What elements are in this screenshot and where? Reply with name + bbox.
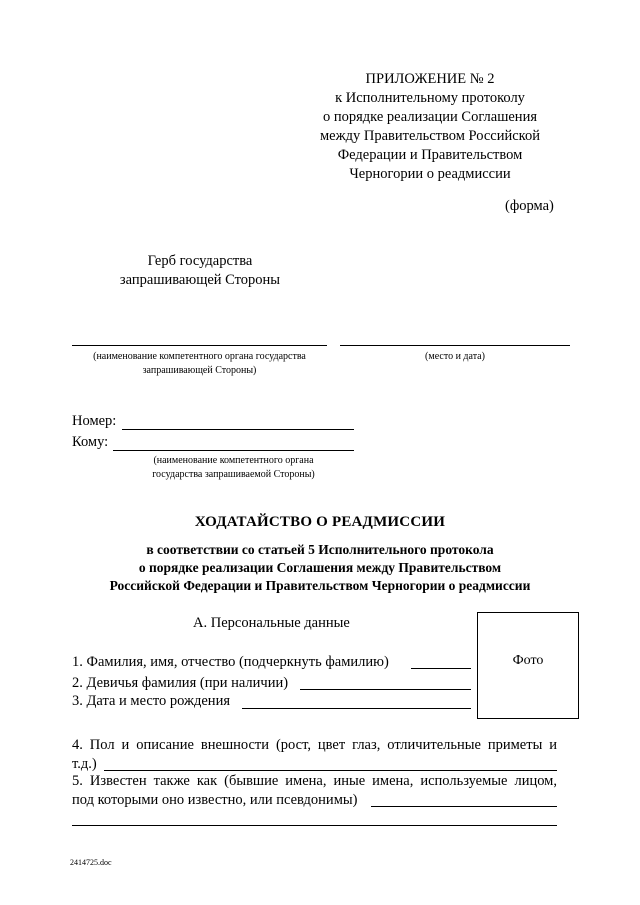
authority-caption-line: запрашивающей Стороны) [142,365,257,376]
to-label: Кому: [72,434,109,450]
section-a-heading: А. Персональные данные [193,615,350,631]
field-aliases-label: 5. Известен также как (бывшие имена, иные имена, используемые лицом, [72,773,557,789]
field-maiden-name-label: 2. Девичья фамилия (при наличии) [72,675,289,691]
form-label: (форма) [505,198,554,214]
full-name-field[interactable] [411,668,471,669]
photo-box[interactable] [477,612,579,719]
field-full-name-label: 1. Фамилия, имя, отчество (подчеркнуть фамилию) [72,654,389,670]
appendix-line: между Правительством Российской [319,128,541,144]
field-appearance-label-cont: т.д.) [72,756,97,772]
subtitle-line: Российской Федерации и Правительством Черногории о реадмиссии [109,578,531,593]
appendix-header [300,70,560,184]
field-birth-label: 3. Дата и место рождения [72,693,230,709]
recipient-field[interactable] [113,450,354,451]
authority-line[interactable] [72,345,327,346]
birth-field[interactable] [242,708,471,709]
coat-line: запрашивающей Стороны [119,272,281,288]
place-date-caption: (место и дата) [425,351,485,362]
maiden-name-field[interactable] [300,689,471,690]
number-field[interactable] [122,429,354,430]
field-aliases-label-cont: под которыми оно известно, или псевдонимы) [72,792,358,808]
field-appearance-label: 4. Пол и описание внешности (рост, цвет глаз, отличительные приметы и [72,737,557,753]
document-id: 2414725.doc [70,858,112,867]
aliases-field[interactable] [371,806,557,807]
aliases-field-extra[interactable] [72,825,557,826]
coat-line: Герб государства [147,253,253,269]
place-date-line[interactable] [340,345,570,346]
appendix-line: о порядке реализации Соглашения [322,109,537,125]
recipient-caption [113,454,354,482]
document-subtitle [0,541,640,595]
recipient-caption-line: (наименование компетентного органа [153,455,314,466]
appendix-line: Черногории о реадмиссии [349,166,511,182]
coat-of-arms-placeholder [110,252,290,290]
appendix-line: ПРИЛОЖЕНИЕ № 2 [365,71,495,87]
photo-label: Фото [512,653,544,668]
subtitle-line: в соответствии со статьей 5 Исполнительного протокола [146,542,494,557]
authority-caption [72,350,327,378]
appendix-line: Федерации и Правительством [337,147,523,163]
number-label: Номер: [72,413,117,429]
recipient-caption-line: государства запрашиваемой Стороны) [152,469,315,480]
subtitle-line: о порядке реализации Соглашения между Правительством [138,560,502,575]
appendix-line: к Исполнительному протоколу [335,90,525,106]
authority-caption-line: (наименование компетентного органа государства [93,351,306,362]
document-title: ХОДАТАЙСТВО О РЕАДМИССИИ [194,514,446,530]
appearance-field[interactable] [104,770,557,771]
